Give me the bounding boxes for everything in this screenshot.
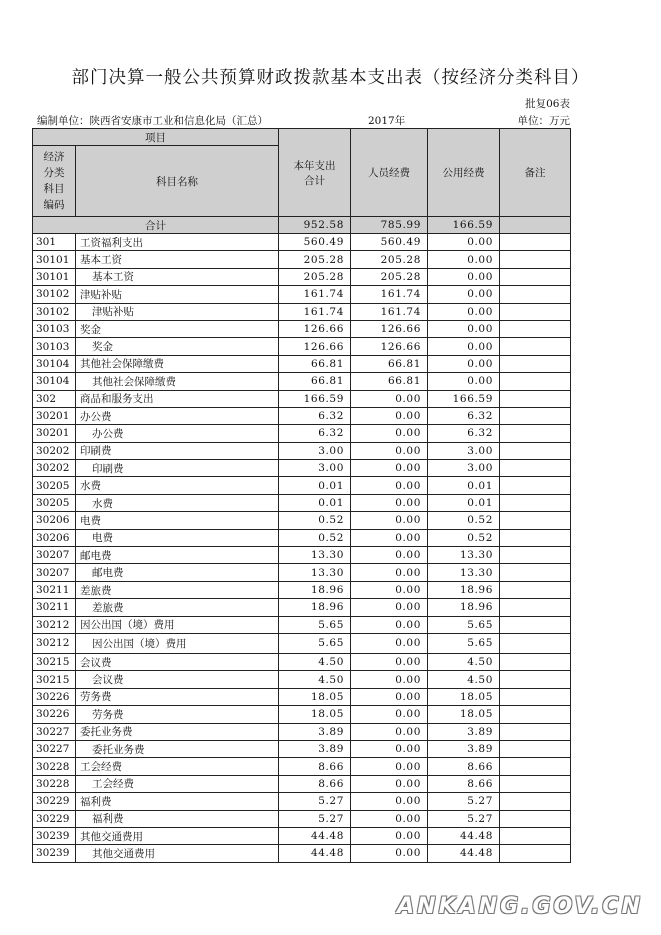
row-name: 商品和服务支出 (76, 390, 279, 407)
row-code: 30205 (33, 477, 76, 494)
row-name: 工资福利支出 (76, 234, 279, 251)
table-row (33, 706, 571, 723)
table-row (33, 793, 571, 810)
row-total: 5.65 (279, 616, 351, 633)
header-total-line2: 合计 (304, 174, 325, 187)
row-personnel: 0.00 (351, 740, 428, 757)
row-total: 66.81 (279, 373, 351, 390)
row-note (500, 320, 571, 337)
row-note (500, 581, 571, 598)
row-note (500, 547, 571, 564)
row-name: 水费 (76, 477, 279, 494)
row-public: 0.00 (428, 251, 500, 268)
header-code-line3: 科目 (43, 183, 65, 195)
row-name: 基本工资 (76, 251, 279, 268)
header-code-line4: 编码 (43, 199, 65, 211)
row-code: 30202 (33, 442, 76, 459)
row-total: 161.74 (279, 303, 351, 320)
row-code: 30206 (33, 529, 76, 546)
row-code: 30227 (33, 723, 76, 740)
row-code: 30202 (33, 460, 76, 477)
row-note (500, 268, 571, 285)
row-public: 6.32 (428, 407, 500, 424)
row-total: 6.32 (279, 425, 351, 442)
row-personnel: 126.66 (351, 338, 428, 355)
row-name: 其他社会保障缴费 (76, 355, 279, 372)
row-total: 44.48 (279, 845, 351, 862)
row-personnel: 0.00 (351, 494, 428, 511)
row-personnel: 0.00 (351, 599, 428, 616)
table-row (33, 547, 571, 564)
row-total: 3.89 (279, 740, 351, 757)
row-note (500, 338, 571, 355)
row-code: 30103 (33, 338, 76, 355)
row-personnel: 126.66 (351, 320, 428, 337)
table-row (33, 494, 571, 511)
row-name: 福利费 (76, 810, 279, 827)
row-code: 30207 (33, 547, 76, 564)
header-note: 备注 (500, 129, 571, 217)
row-code: 30103 (33, 320, 76, 337)
row-public: 3.00 (428, 442, 500, 459)
row-name: 差旅费 (76, 599, 279, 616)
table-row (33, 512, 571, 529)
row-public: 0.52 (428, 529, 500, 546)
table-row (33, 425, 571, 442)
header-item: 项目 (33, 129, 279, 146)
row-total: 4.50 (279, 653, 351, 670)
row-public: 0.00 (428, 320, 500, 337)
table-row (33, 460, 571, 477)
row-personnel: 0.00 (351, 512, 428, 529)
row-total: 5.27 (279, 793, 351, 810)
row-public: 3.89 (428, 723, 500, 740)
row-public: 5.65 (428, 633, 500, 653)
row-name: 基本工资 (76, 268, 279, 285)
row-total: 18.05 (279, 706, 351, 723)
row-note (500, 827, 571, 844)
row-code: 30104 (33, 355, 76, 372)
row-note (500, 633, 571, 653)
row-personnel: 205.28 (351, 268, 428, 285)
table-row (33, 653, 571, 670)
row-total: 0.01 (279, 494, 351, 511)
row-name: 奖金 (76, 320, 279, 337)
row-code: 30206 (33, 512, 76, 529)
row-public: 13.30 (428, 564, 500, 581)
row-name: 劳务费 (76, 688, 279, 705)
row-note (500, 425, 571, 442)
row-name: 水费 (76, 494, 279, 511)
row-code: 30226 (33, 688, 76, 705)
row-personnel: 0.00 (351, 775, 428, 792)
row-personnel: 0.00 (351, 723, 428, 740)
row-public: 5.65 (428, 616, 500, 633)
row-name: 会议费 (76, 653, 279, 670)
row-public: 6.32 (428, 425, 500, 442)
row-personnel: 0.00 (351, 633, 428, 653)
row-note (500, 407, 571, 424)
row-personnel: 0.00 (351, 758, 428, 775)
site-watermark: ANKANG.GOV.CN (397, 894, 643, 919)
row-personnel: 66.81 (351, 373, 428, 390)
form-number: 批复06表 (525, 98, 570, 110)
row-name: 因公出国（境）费用 (76, 633, 279, 653)
row-public: 5.27 (428, 810, 500, 827)
row-total: 3.00 (279, 442, 351, 459)
row-personnel: 161.74 (351, 303, 428, 320)
table-row (33, 845, 571, 862)
row-total: 126.66 (279, 338, 351, 355)
row-code: 301 (33, 234, 76, 251)
table-row (33, 529, 571, 546)
row-public: 18.05 (428, 688, 500, 705)
row-total: 8.66 (279, 775, 351, 792)
row-note (500, 286, 571, 303)
table-row (33, 688, 571, 705)
table-row (33, 251, 571, 268)
compiling-unit: 编制单位：陕西省安康市工业和信息化局（汇总） (37, 115, 268, 127)
table-row (33, 564, 571, 581)
total-row (33, 217, 571, 234)
table-row (33, 338, 571, 355)
row-personnel: 0.00 (351, 529, 428, 546)
row-public: 0.01 (428, 477, 500, 494)
total-public: 166.59 (428, 217, 500, 234)
table-row (33, 599, 571, 616)
row-personnel: 0.00 (351, 827, 428, 844)
row-name: 邮电费 (76, 547, 279, 564)
row-personnel: 0.00 (351, 390, 428, 407)
total-personnel: 785.99 (351, 217, 428, 234)
row-total: 161.74 (279, 286, 351, 303)
row-total: 6.32 (279, 407, 351, 424)
row-name: 其他交通费用 (76, 845, 279, 862)
row-personnel: 0.00 (351, 460, 428, 477)
row-note (500, 390, 571, 407)
row-note (500, 303, 571, 320)
table-row (33, 320, 571, 337)
row-note (500, 758, 571, 775)
row-note (500, 494, 571, 511)
row-code: 30102 (33, 286, 76, 303)
total-label: 合计 (33, 217, 279, 234)
row-total: 0.01 (279, 477, 351, 494)
row-name: 津贴补贴 (76, 286, 279, 303)
row-code: 30211 (33, 581, 76, 598)
row-total: 13.30 (279, 564, 351, 581)
row-personnel: 0.00 (351, 793, 428, 810)
row-note (500, 442, 571, 459)
table-row (33, 442, 571, 459)
table-row (33, 407, 571, 424)
row-note (500, 671, 571, 688)
row-note (500, 529, 571, 546)
row-code: 30102 (33, 303, 76, 320)
header-code-line2: 分类 (43, 167, 65, 179)
row-total: 4.50 (279, 671, 351, 688)
row-name: 会议费 (76, 671, 279, 688)
row-total: 18.96 (279, 599, 351, 616)
row-name: 办公费 (76, 407, 279, 424)
row-note (500, 477, 571, 494)
row-name: 印刷费 (76, 460, 279, 477)
row-public: 5.27 (428, 793, 500, 810)
row-total: 205.28 (279, 268, 351, 285)
row-name: 电费 (76, 529, 279, 546)
row-note (500, 810, 571, 827)
row-personnel: 205.28 (351, 251, 428, 268)
row-code: 30207 (33, 564, 76, 581)
row-public: 166.59 (428, 390, 500, 407)
row-name: 委托业务费 (76, 723, 279, 740)
row-total: 66.81 (279, 355, 351, 372)
row-code: 30239 (33, 845, 76, 862)
row-public: 0.00 (428, 338, 500, 355)
row-personnel: 0.00 (351, 810, 428, 827)
row-name: 工会经费 (76, 775, 279, 792)
row-name: 邮电费 (76, 564, 279, 581)
row-personnel: 0.00 (351, 653, 428, 670)
table-row (33, 671, 571, 688)
row-personnel: 0.00 (351, 407, 428, 424)
row-public: 0.00 (428, 286, 500, 303)
row-name: 电费 (76, 512, 279, 529)
row-public: 18.05 (428, 706, 500, 723)
row-name: 奖金 (76, 338, 279, 355)
row-personnel: 0.00 (351, 425, 428, 442)
row-code: 30205 (33, 494, 76, 511)
row-code: 30212 (33, 616, 76, 633)
header-name: 科目名称 (76, 146, 279, 217)
row-public: 44.48 (428, 845, 500, 862)
table-row (33, 390, 571, 407)
row-personnel: 0.00 (351, 671, 428, 688)
row-total: 3.00 (279, 460, 351, 477)
row-note (500, 355, 571, 372)
page-title: 部门决算一般公共预算财政拨款基本支出表（按经济分类科目） (71, 68, 590, 88)
row-personnel: 0.00 (351, 547, 428, 564)
row-code: 30215 (33, 671, 76, 688)
table-row (33, 775, 571, 792)
row-personnel: 0.00 (351, 845, 428, 862)
total-note (500, 217, 571, 234)
row-public: 13.30 (428, 547, 500, 564)
row-personnel: 0.00 (351, 688, 428, 705)
row-public: 0.01 (428, 494, 500, 511)
row-name: 津贴补贴 (76, 303, 279, 320)
table-row (33, 616, 571, 633)
row-code: 30201 (33, 407, 76, 424)
row-note (500, 845, 571, 862)
row-public: 4.50 (428, 671, 500, 688)
row-public: 0.00 (428, 373, 500, 390)
row-public: 18.96 (428, 599, 500, 616)
row-name: 工会经费 (76, 758, 279, 775)
row-code: 30229 (33, 793, 76, 810)
table-row (33, 633, 571, 653)
expenditure-table (32, 128, 571, 863)
row-code: 30211 (33, 599, 76, 616)
row-personnel: 0.00 (351, 616, 428, 633)
row-total: 5.65 (279, 633, 351, 653)
table-row (33, 758, 571, 775)
row-public: 3.00 (428, 460, 500, 477)
row-name: 劳务费 (76, 706, 279, 723)
table-row (33, 234, 571, 251)
row-note (500, 793, 571, 810)
row-total: 13.30 (279, 547, 351, 564)
money-unit: 单位：万元 (517, 115, 570, 127)
table-row (33, 740, 571, 757)
table-row (33, 810, 571, 827)
header-code (33, 146, 76, 217)
row-note (500, 740, 571, 757)
row-name: 福利费 (76, 793, 279, 810)
report-year: 2017年 (368, 115, 406, 127)
table-row (33, 723, 571, 740)
row-name: 因公出国（境）费用 (76, 616, 279, 633)
row-public: 0.00 (428, 303, 500, 320)
row-personnel: 0.00 (351, 706, 428, 723)
row-name: 印刷费 (76, 442, 279, 459)
row-total: 205.28 (279, 251, 351, 268)
total-sum: 952.58 (279, 217, 351, 234)
row-personnel: 66.81 (351, 355, 428, 372)
header-total (279, 129, 351, 217)
header-public: 公用经费 (428, 129, 500, 217)
row-total: 5.27 (279, 810, 351, 827)
row-code: 30215 (33, 653, 76, 670)
row-code: 30212 (33, 633, 76, 653)
row-note (500, 460, 571, 477)
row-total: 8.66 (279, 758, 351, 775)
table-row (33, 581, 571, 598)
row-code: 30201 (33, 425, 76, 442)
row-personnel: 0.00 (351, 477, 428, 494)
row-public: 18.96 (428, 581, 500, 598)
row-note (500, 564, 571, 581)
row-total: 18.05 (279, 688, 351, 705)
row-personnel: 0.00 (351, 564, 428, 581)
table-row (33, 477, 571, 494)
row-name: 其他交通费用 (76, 827, 279, 844)
table-row (33, 373, 571, 390)
header-code-line1: 经济 (43, 151, 65, 163)
row-name: 委托业务费 (76, 740, 279, 757)
row-code: 30101 (33, 251, 76, 268)
row-name: 其他社会保障缴费 (76, 373, 279, 390)
row-total: 126.66 (279, 320, 351, 337)
row-total: 166.59 (279, 390, 351, 407)
row-note (500, 688, 571, 705)
row-public: 0.00 (428, 268, 500, 285)
row-total: 560.49 (279, 234, 351, 251)
row-note (500, 512, 571, 529)
table-row (33, 268, 571, 285)
row-personnel: 560.49 (351, 234, 428, 251)
row-total: 44.48 (279, 827, 351, 844)
row-note (500, 775, 571, 792)
row-code: 30239 (33, 827, 76, 844)
row-note (500, 373, 571, 390)
row-note (500, 706, 571, 723)
row-note (500, 234, 571, 251)
row-note (500, 251, 571, 268)
row-code: 30229 (33, 810, 76, 827)
row-public: 44.48 (428, 827, 500, 844)
row-personnel: 0.00 (351, 581, 428, 598)
row-personnel: 0.00 (351, 442, 428, 459)
row-code: 30101 (33, 268, 76, 285)
row-total: 3.89 (279, 723, 351, 740)
header-personnel: 人员经费 (351, 129, 428, 217)
row-note (500, 616, 571, 633)
header-total-line1: 本年支出 (293, 159, 336, 172)
table-row (33, 303, 571, 320)
row-total: 0.52 (279, 512, 351, 529)
row-code: 30227 (33, 740, 76, 757)
row-code: 30226 (33, 706, 76, 723)
row-total: 18.96 (279, 581, 351, 598)
row-code: 30104 (33, 373, 76, 390)
row-public: 0.00 (428, 355, 500, 372)
row-total: 0.52 (279, 529, 351, 546)
row-public: 0.00 (428, 234, 500, 251)
row-code: 30228 (33, 758, 76, 775)
table-row (33, 355, 571, 372)
row-code: 30228 (33, 775, 76, 792)
table-row (33, 286, 571, 303)
row-public: 8.66 (428, 775, 500, 792)
row-name: 办公费 (76, 425, 279, 442)
row-code: 302 (33, 390, 76, 407)
row-note (500, 599, 571, 616)
table-row (33, 827, 571, 844)
row-public: 3.89 (428, 740, 500, 757)
row-public: 4.50 (428, 653, 500, 670)
row-public: 0.52 (428, 512, 500, 529)
row-personnel: 161.74 (351, 286, 428, 303)
row-public: 8.66 (428, 758, 500, 775)
row-note (500, 723, 571, 740)
row-note (500, 653, 571, 670)
row-name: 差旅费 (76, 581, 279, 598)
